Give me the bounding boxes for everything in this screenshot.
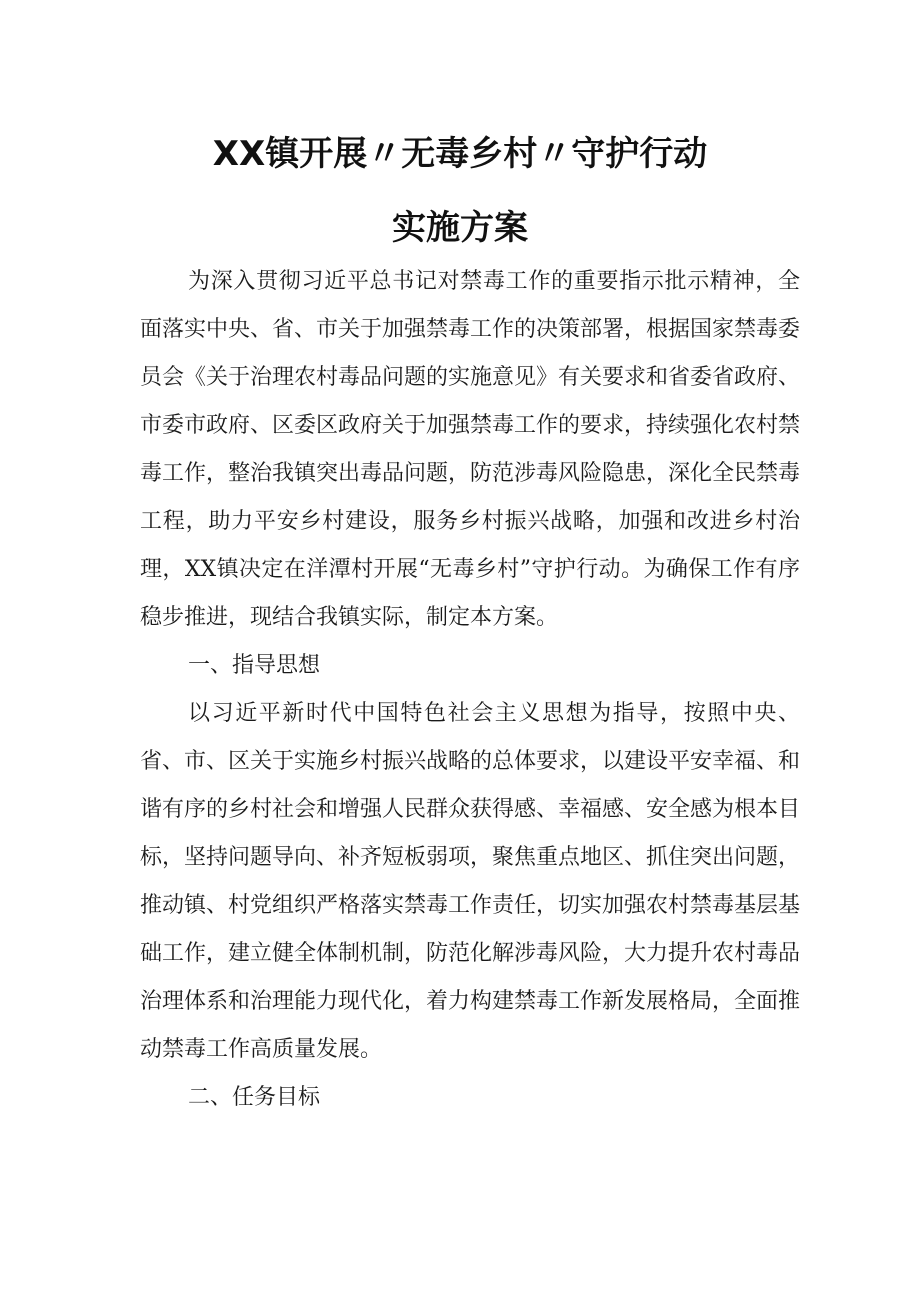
document-title-line1: XX镇开展〃无毒乡村〃守护行动: [212, 134, 708, 174]
document-body: [140, 258, 800, 1122]
document-title-line2: 实施方案: [392, 208, 528, 248]
section-heading-task-goals: 二、任务目标: [188, 1085, 321, 1110]
intro-paragraph: 为深入贯彻习近平总书记对禁毒工作的重要指示批示精神，全面落实中央、省、市关于加强禁毒工作的决策部署，根据国家禁毒委员会《关于治理农村毒品问题的实施意见》有关要求和省委省政府、市委市政府、区委区政府关于加强禁毒工作的要求，持续强化农村禁毒工作，整治我镇突出毒品问题，防范涉毒风险隐患，深化全民禁毒工程，助力平安乡村建设，服务乡村振兴战略，加强和改进乡村治理，XX镇决定在洋潭村开展“无毒乡村”守护行动。为确保工作有序稳步推进，现结合我镇实际，制定本方案。: [140, 269, 801, 630]
section-heading-guiding-ideology: 一、指导思想: [188, 653, 321, 678]
guiding-ideology-paragraph: 以习近平新时代中国特色社会主义思想为指导，按照中央、省、市、区关于实施乡村振兴战略的总体要求，以建设平安幸福、和谐有序的乡村社会和增强人民群众获得感、幸福感、安全感为根本目标，坚持问题导向、补齐短板弱项，聚焦重点地区、抓住突出问题，推动镇、村党组织严格落实禁毒工作责任，切实加强农村禁毒基层基础工作，建立健全体制机制，防范化解涉毒风险，大力提升农村毒品治理体系和治理能力现代化，着力构建禁毒工作新发展格局，全面推动禁毒工作高质量发展。: [140, 701, 801, 1062]
